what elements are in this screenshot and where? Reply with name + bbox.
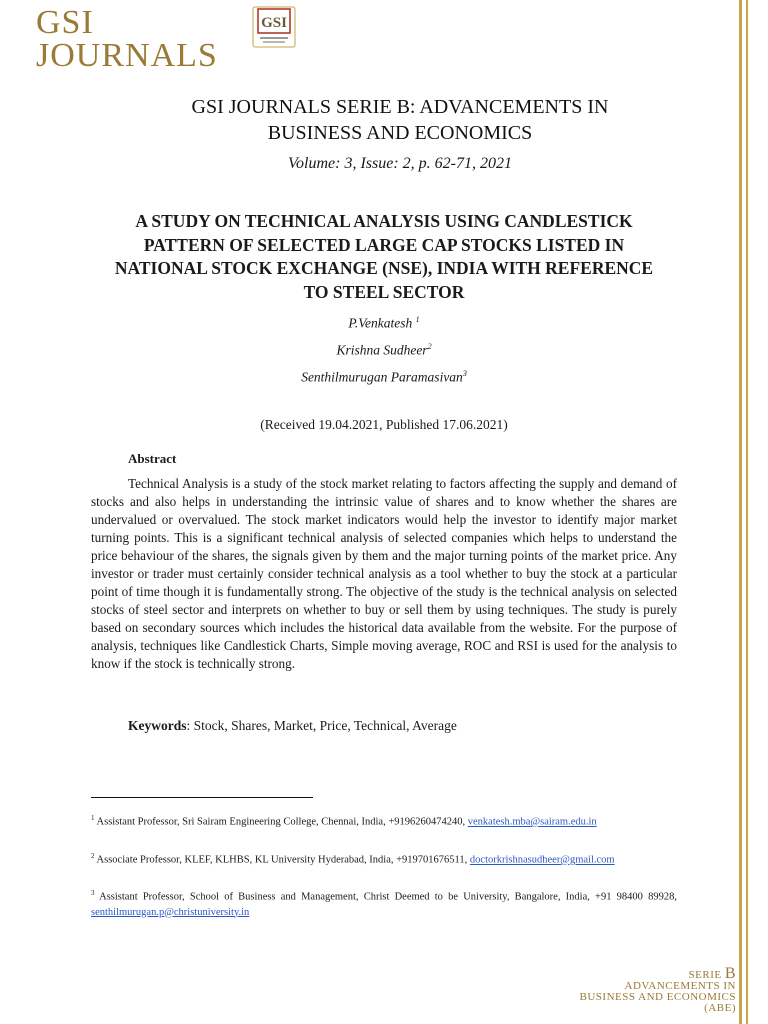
- footnote-text: Assistant Professor, Sri Sairam Engineering College, Chennai, India, +9196260474240,: [94, 816, 466, 828]
- author-name: Senthilmurugan Paramasivan: [301, 369, 463, 385]
- keywords-list: : Stock, Shares, Market, Price, Technical, Average: [186, 718, 457, 733]
- author: [100, 338, 668, 365]
- paper-title-line: TO STEEL SECTOR: [303, 281, 465, 302]
- keywords: [128, 718, 457, 734]
- logo-line-1: GSI: [36, 4, 94, 41]
- gold-border-line: [746, 0, 748, 1024]
- keywords-label: Keywords: [128, 718, 187, 733]
- gold-border-line: [739, 0, 742, 1024]
- paper-title-line: NATIONAL STOCK EXCHANGE (NSE), INDIA WITH REFERENCE: [114, 258, 654, 278]
- footnote-text: Assistant Professor, School of Business and Management, Christ Deemed to be University, Bangalore, India, +91 98400 89928,: [94, 891, 677, 903]
- footnote-email-link[interactable]: senthilmurugan.p@christuniversity.in: [91, 906, 250, 918]
- author: [100, 365, 668, 392]
- footnote-number: 2: [91, 852, 95, 860]
- received-published-dates: (Received 19.04.2021, Published 17.06.2021): [260, 417, 508, 432]
- footer-line: ADVANCEMENTS IN: [624, 980, 736, 992]
- footnote-number: 3: [91, 889, 95, 897]
- abstract-heading: Abstract: [128, 451, 177, 466]
- volume-info: Volume: 3, Issue: 2, p. 62-71, 2021: [288, 155, 512, 172]
- author-name: Krishna Sudheer: [336, 342, 428, 358]
- footnote-text: Associate Professor, KLEF, KLHBS, KL University Hyderabad, India, +919701676511,: [94, 854, 468, 866]
- logo-line-2: JOURNALS: [36, 37, 218, 74]
- footnote-number: 1: [91, 814, 95, 822]
- author-footnote-mark[interactable]: 2: [427, 342, 432, 351]
- footer-serie: SERIE: [688, 969, 722, 981]
- footnote-email-link[interactable]: venkatesh.mba@sairam.edu.in: [467, 816, 597, 828]
- footnote-email-link[interactable]: doctorkrishnasudheer@gmail.com: [469, 854, 615, 866]
- author-list: [100, 311, 668, 392]
- footnote: [91, 849, 677, 868]
- journal-series-title: [100, 94, 700, 146]
- paper-title-line: A STUDY ON TECHNICAL ANALYSIS USING CANDLESTICK: [135, 211, 633, 231]
- footnote: [91, 811, 677, 830]
- footnote-divider: [91, 797, 313, 798]
- footnote: [91, 886, 677, 920]
- journal-title-line: BUSINESS AND ECONOMICS: [267, 122, 533, 144]
- svg-text:GSI: GSI: [261, 15, 287, 31]
- journal-title-line: GSI JOURNALS SERIE B: ADVANCEMENTS IN: [191, 96, 609, 118]
- paper-title: [90, 210, 678, 304]
- gsi-emblem-icon: [252, 6, 296, 48]
- abstract-text: Technical Analysis is a study of the stock market relating to factors affecting the supply and demand of stocks and also helps in understanding the intrinsic value of shares and to know whether the shares are undervalued or overvalued. The stock market indicators would help the investor to identify major market turning points. This is a significant technical analysis of selected companies which helps to understand the price behaviour of the shares, the signals given by them and the major turning points of the market price. Any investor or trader must certainly consider technical analysis as a tool whether to buy the stock at a particular point of time though it is fundamentally strong. The objective of the study is the technical analysis on selected stocks of steel sector and interprets on whether to buy or sell them by using techniques. The study is purely based on secondary sources which includes the historical data available from the website. For the purpose of analysis, techniques like Candlestick Charts, Simple moving average, ROC and RSI is used for the analysis to know if the stock is technically strong.: [91, 476, 677, 671]
- paper-title-line: PATTERN OF SELECTED LARGE CAP STOCKS LISTED IN: [143, 234, 625, 255]
- author-name: P.Venkatesh: [348, 315, 416, 331]
- footer-serie-letter: B: [724, 965, 736, 982]
- series-footer-logo: [579, 965, 736, 1014]
- journal-logo: [36, 6, 218, 72]
- author: [100, 311, 668, 338]
- footer-line: BUSINESS AND ECONOMICS: [579, 991, 736, 1003]
- author-footnote-mark[interactable]: 1: [415, 315, 420, 324]
- author-footnote-mark[interactable]: 3: [462, 369, 467, 378]
- footer-line: (ABE): [704, 1002, 736, 1014]
